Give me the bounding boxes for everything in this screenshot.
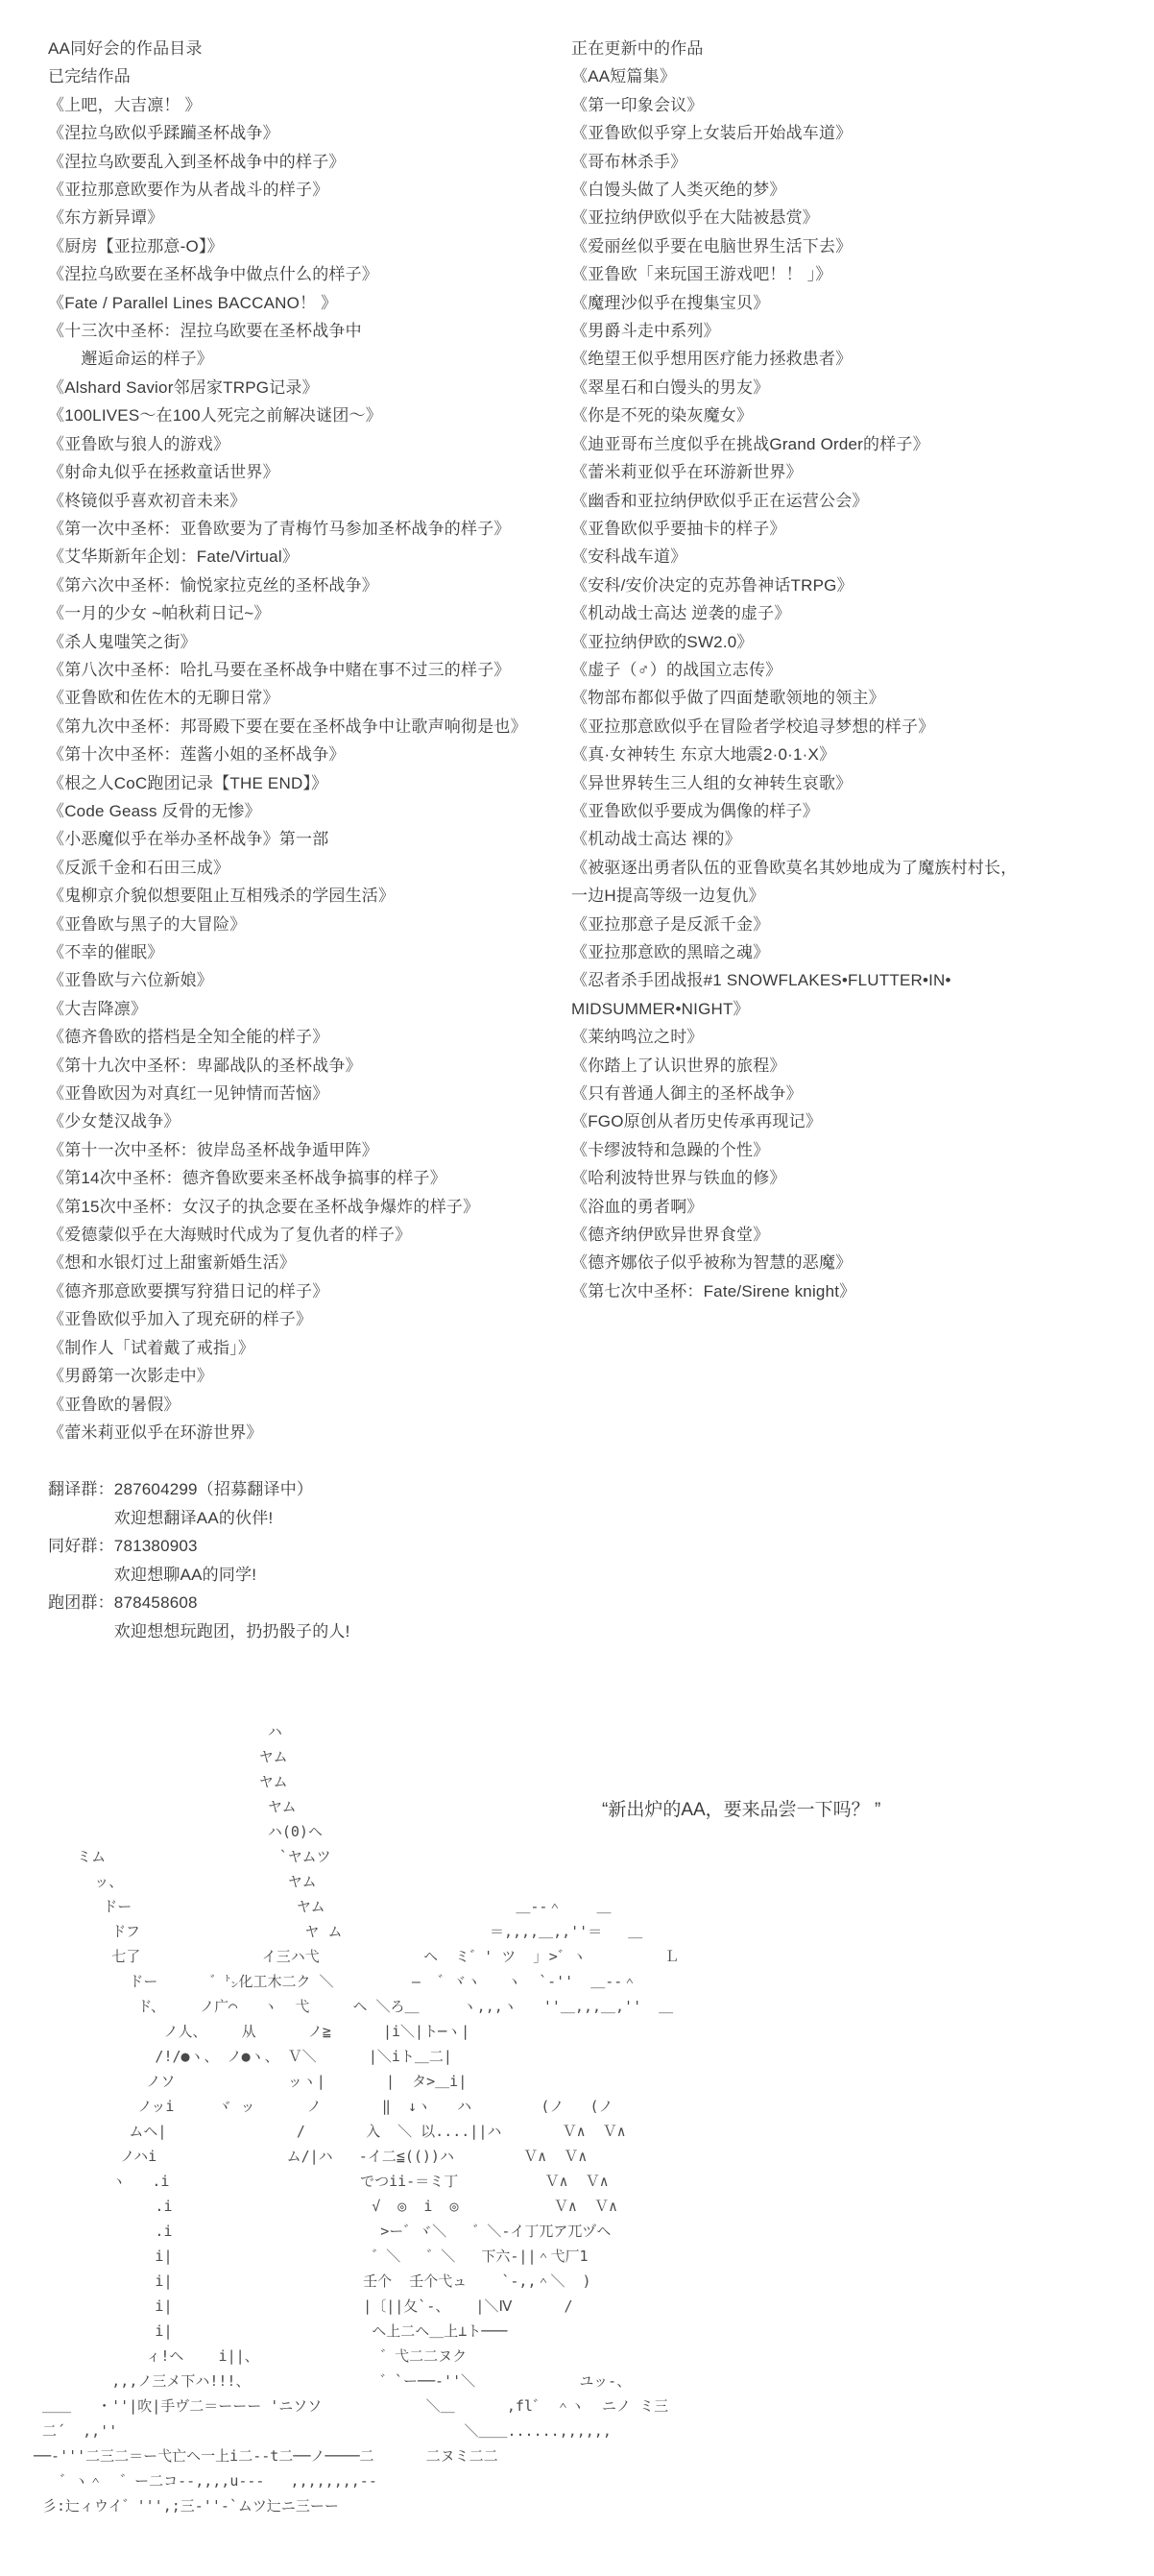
work-title: 《小恶魔似乎在举办圣杯战争》第一部 (48, 830, 329, 849)
work-title: 《Code Geass 反骨的无惨》 (48, 801, 261, 820)
ascii-art (34, 1719, 679, 2518)
work-title: 《FGO原创从者历史传承再现记》 (571, 1112, 823, 1131)
work-title: 《蕾米莉亚似乎在环游新世界》 (571, 463, 803, 482)
work-title: 《哥布林杀手》 (571, 152, 687, 171)
ascii-art-line: ドー ヤム ＿--＾ ＿ (34, 1898, 612, 1915)
work-title: 《亚鲁欧似乎穿上女装后开始战车道》 (571, 124, 853, 143)
work-title: 《白馒头做了人类灭绝的梦》 (571, 181, 786, 200)
qq-group-line: 欢迎想翻译AA的伙伴! (48, 1508, 274, 1527)
updating-section-header: 正在更新中的作品 (571, 39, 704, 58)
work-title: 《真·女神转生 东京大地震2·0·1·X》 (571, 745, 836, 765)
work-title: 《涅拉乌欧似乎蹂躏圣杯战争》 (48, 124, 279, 143)
work-title: 《亚拉纳伊欧似乎在大陆被悬赏》 (571, 208, 819, 228)
ascii-art-line: i| ゛＼ ゛＼ 下六-||＾弋厂1 (34, 2248, 589, 2265)
work-title: 《被驱逐出勇者队伍的亚鲁欧莫名其妙地成为了魔族村村长， (571, 858, 1018, 877)
work-title: 《亚鲁欧似乎要抽卡的样子》 (571, 519, 786, 538)
work-title: 《亚鲁欧的暑假》 (48, 1395, 180, 1414)
work-title: 《德齐娜依子似乎被称为智慧的恶魔》 (571, 1253, 853, 1273)
work-title: 《德齐鲁欧的搭档是全知全能的样子》 (48, 1028, 329, 1047)
ascii-art-line: ミム `ヤムツ (34, 1848, 331, 1865)
ascii-art-line: ──-'''二三二＝ー弋亡ヘ一上i二--t二──ノ────二 二ヌミ二二 (34, 2447, 498, 2465)
work-title: 《第七次中圣杯：Fate/Sirene knight》 (571, 1281, 856, 1300)
work-title: 《亚拉那意子是反派千金》 (571, 914, 770, 934)
ascii-art-line: .i √ ◎ i ◎ Ｖ∧ Ｖ∧ (34, 2198, 617, 2215)
work-title: 《涅拉乌欧要乱入到圣杯战争中的样子》 (48, 152, 346, 171)
work-title: 《虚子（♂）的战国立志传》 (571, 660, 782, 679)
aa-quote-text: “新出炉的AA，要来品尝一下吗？ ” (602, 1800, 881, 1820)
qq-group-line: 同好群：781380903 (48, 1537, 198, 1556)
ascii-art-line: ムヘ| / 入 ＼ 以....||ハ Ｖ∧ Ｖ∧ (34, 2123, 626, 2140)
work-title: 《德齐纳伊欧异世界食堂》 (571, 1226, 770, 1245)
work-title: 《第十一次中圣杯：彼岸岛圣杯战争遁甲阵》 (48, 1140, 378, 1159)
work-title: 《东方新异谭》 (48, 208, 164, 228)
work-title: 《第一印象会议》 (571, 95, 704, 114)
work-title: 《一月的少女 ~帕秋莉日记~》 (48, 604, 271, 623)
ascii-art-line: i| ヘ上二ヘ＿上⊥ト─── (34, 2322, 508, 2340)
work-title: 《机动战士高达 逆袭的虚子》 (571, 604, 791, 623)
work-title: 《Fate / Parallel Lines BACCANO！ 》 (48, 293, 338, 312)
work-title: 《安科战车道》 (571, 547, 687, 567)
ascii-art-line: ハ(0)ヘ (34, 1823, 323, 1840)
ascii-art-line: ノハi ム/|ハ -イ二≦(())ハ Ｖ∧ Ｖ∧ (34, 2148, 588, 2165)
work-title: 《反派千金和石田三成》 (48, 858, 230, 877)
work-title: 《只有普通人御主的圣杯战争》 (571, 1084, 803, 1104)
ascii-art-line: i| |〔||夂`-、 |＼Ⅳ / (34, 2297, 573, 2315)
work-title: 《亚拉纳伊欧的SW2.0》 (571, 632, 754, 651)
work-title: 《爱德蒙似乎在大海贼时代成为了复仇者的样子》 (48, 1226, 412, 1245)
work-title: 《亚鲁欧因为对真红一见钟情而苦恼》 (48, 1084, 329, 1104)
ascii-art-line: ,,,ノ三メ下ハ!!!、 ゛`ー──-''＼ ユッ-、 (34, 2372, 632, 2390)
work-title: 《亚鲁欧与六位新娘》 (48, 971, 213, 990)
work-title: 《制作人「试着戴了戒指」》 (48, 1338, 255, 1357)
work-title: 《浴血的勇者啊》 (571, 1197, 704, 1216)
work-title: 《男爵第一次影走中》 (48, 1367, 213, 1386)
work-title: 《亚鲁欧与黑子的大冒险》 (48, 914, 247, 934)
work-title: 《安科/安价决定的克苏鲁神话TRPG》 (571, 575, 853, 595)
work-title: 《莱纳鸣泣之时》 (571, 1028, 704, 1047)
work-title: 《柊镜似乎喜欢初音未来》 (48, 491, 247, 510)
work-title: 《你是不死的染灰魔女》 (571, 406, 754, 425)
work-title: 《不幸的催眠》 (48, 943, 164, 961)
ascii-art-line: ヤム (34, 1798, 297, 1815)
work-title: 《第八次中圣杯：哈扎马要在圣杯战争中赌在事不过三的样子》 (48, 660, 511, 679)
ascii-art-line: ゛ヽ＾ ゛ー二コ--,,,,u--- ,,,,,,,,-- (34, 2472, 377, 2490)
ascii-art-line: ノッi ヾ ッ ノ ‖ ↓ヽ ハ (ノ (ノ (34, 2098, 613, 2115)
qq-group-line: 欢迎想聊AA的同学! (48, 1565, 257, 1584)
work-title: 《想和水银灯过上甜蜜新婚生活》 (48, 1253, 296, 1273)
work-title: 《男爵斗走中系列》 (571, 322, 720, 341)
work-title: 《第九次中圣杯：邦哥殿下要在要在圣杯战争中让歌声响彻是也》 (48, 717, 527, 736)
qq-group-line: 翻译群：287604299（招募翻译中） (48, 1480, 314, 1498)
work-title: 《100LIVES～在100人死完之前解决谜团～》 (48, 406, 382, 425)
completed-works-list (48, 91, 527, 1447)
work-title: 《亚拉那意欧似乎在冒险者学校追寻梦想的样子》 (571, 717, 935, 736)
ascii-art-line: ハ (34, 1723, 282, 1740)
work-title: 《德齐那意欧要撰写狩猎日记的样子》 (48, 1281, 329, 1300)
work-title: 《幽香和亚拉纳伊欧似乎正在运营公会》 (571, 491, 869, 510)
ascii-art-line: ドー ゛㌧化工木二ク ＼ ― ゛ヾヽ ヽ `-'' ＿--＾ (34, 1973, 637, 1990)
ascii-art-line: ィ!ヘ i||、 ゛弋二二ヌク (34, 2347, 468, 2365)
work-title: 《你踏上了认识世界的旅程》 (571, 1056, 786, 1075)
work-title: 《第六次中圣杯：愉悦家拉克丝的圣杯战争》 (48, 575, 378, 595)
work-title: 《爱丽丝似乎要在电脑世界生活下去》 (571, 236, 853, 255)
work-title: 《射命丸似乎在拯救童话世界》 (48, 463, 279, 482)
updating-works-column (571, 35, 1017, 1305)
qq-group-line: 欢迎想想玩跑团，扔扔骰子的人! (48, 1621, 350, 1640)
work-title: MIDSUMMER•NIGHT》 (571, 999, 750, 1018)
ascii-art-line: 二´ ,,'' ＼＿＿......,,,,,, (34, 2422, 612, 2440)
ascii-art-line: 彡:辷ィウイ゛''',;三-''-`ムツ辷ニ三ーー (34, 2497, 339, 2515)
work-title: 《第十次中圣杯：莲酱小姐的圣杯战争》 (48, 745, 346, 765)
work-title: 《大吉降凛》 (48, 999, 148, 1018)
work-title: 《亚鲁欧似乎加入了现充研的样子》 (48, 1310, 313, 1329)
work-title: 《卡缪波特和急躁的个性》 (571, 1140, 770, 1159)
work-title: 《哈利波特世界与铁血的修》 (571, 1169, 786, 1188)
ascii-art-line: ドフ ヤ ム ＝,,,,＿,,''＝ ＿ (34, 1923, 643, 1940)
ascii-art-line: ヤム (34, 1748, 288, 1765)
ascii-art-line: .i >ー゛ヾ＼ ゛＼-イ丁兀ア兀ヅヘ (34, 2223, 612, 2240)
work-title: 《亚鲁欧似乎要成为偶像的样子》 (571, 801, 819, 820)
work-title: 《第十九次中圣杯：卑鄙战队的圣杯战争》 (48, 1056, 362, 1075)
work-title: 《机动战士高达 裸的》 (571, 830, 741, 849)
work-title: 《第15次中圣杯：女汉子的执念要在圣杯战争爆炸的样子》 (48, 1197, 480, 1216)
ascii-art-line: ＿＿ ・''|吹|手ヴ二＝ーーー 'ニソソ ＼＿ ,fl゛ ＾ヽ ニノ ミ三 (34, 2397, 669, 2415)
ascii-art-line: ヤム (34, 1773, 288, 1790)
qq-groups-block (48, 1475, 350, 1646)
work-title: 《上吧，大吉凛！ 》 (48, 95, 202, 114)
work-title: 《忍者杀手团战报#1 SNOWFLAKES•FLUTTER•IN• (571, 971, 951, 990)
work-title: 《第一次中圣杯：亚鲁欧要为了青梅竹马参加圣杯战争的样子》 (48, 519, 511, 538)
work-title: 《Alshard Savior邻居家TRPG记录》 (48, 377, 319, 397)
work-title: 《少女楚汉战争》 (48, 1112, 180, 1131)
updating-works-list (571, 62, 1017, 1305)
work-title: 《涅拉乌欧要在圣杯战争中做点什么的样子》 (48, 265, 378, 284)
work-title: 《亚鲁欧与狼人的游戏》 (48, 434, 230, 453)
work-title: 《亚鲁欧和佐佐木的无聊日常》 (48, 689, 279, 708)
completed-section-header: 已完结作品 (48, 67, 131, 86)
work-title: 《异世界转生三人组的女神转生哀歌》 (571, 773, 853, 792)
completed-works-column (48, 35, 527, 1446)
ascii-art-line: ッ、 ヤム (34, 1873, 317, 1890)
work-title: 《AA短篇集》 (571, 67, 677, 86)
ascii-art-line: /!/●ヽ、 ノ●ヽ、 Ｖ＼ |＼iト＿二| (34, 2048, 452, 2065)
work-title: 《十三次中圣杯：涅拉乌欧要在圣杯战争中 (48, 322, 362, 341)
ascii-art-line: 七了 イ三ハ弋 ヘ ミ゛' ツ ｣ >゛ヽ Ｌ (34, 1948, 680, 1965)
ascii-art-line: i| 壬个 壬个弋ュ `-,,＾＼ ) (34, 2272, 591, 2290)
work-title: 《亚拉那意欧要作为从者战斗的样子》 (48, 181, 329, 200)
work-title: 《第14次中圣杯：德齐鲁欧要来圣杯战争搞事的样子》 (48, 1169, 446, 1188)
ascii-art-line: ノ人、 从 ノ≧ |i＼|ト─ヽ| (34, 2023, 470, 2040)
work-title: 《迪亚哥布兰度似乎在挑战Grand Order的样子》 (571, 434, 929, 453)
work-title: 《鬼柳京介貌似想要阻止互相残杀的学园生活》 (48, 887, 396, 906)
work-title: 《绝望王似乎想用医疗能力拯救患者》 (571, 350, 853, 369)
work-title: 一边H提高等级一边复仇》 (571, 887, 765, 906)
work-title: 《翠星石和白馒头的男友》 (571, 377, 770, 397)
work-title: 《杀人鬼嗤笑之街》 (48, 632, 197, 651)
ascii-art-line: ノソ ッヽ| | タ>＿i| (34, 2073, 468, 2090)
work-title: 《蕾米莉亚似乎在环游世界》 (48, 1422, 263, 1442)
ascii-art-line: ド、 ノ广⌒ ヽ 弋 ヘ ＼ろ＿ ヽ,,,ヽ ''＿,,,＿,'' ＿ (34, 1998, 674, 2015)
work-title: 《物部布都似乎做了四面楚歌领地的领主》 (571, 689, 885, 708)
qq-group-line: 跑团群：878458608 (48, 1593, 198, 1613)
work-title: 《艾华斯新年企划：Fate/Virtual》 (48, 547, 300, 567)
work-title: 《亚鲁欧「来玩国王游戏吧！！ 」》 (571, 265, 832, 284)
work-title: 《根之人CoC跑团记录【THE END】》 (48, 773, 328, 792)
ascii-art-line: ヽ .i でつii-＝ミ丁 Ｖ∧ Ｖ∧ (34, 2173, 609, 2190)
work-title: 《亚拉那意欧的黑暗之魂》 (571, 943, 770, 961)
work-title: 《魔理沙似乎在搜集宝贝》 (571, 293, 770, 312)
work-title: 邂逅命运的样子》 (48, 350, 213, 369)
work-title: 《厨房【亚拉那意-O】》 (48, 236, 224, 255)
catalog-title: AA同好会的作品目录 (48, 39, 203, 58)
